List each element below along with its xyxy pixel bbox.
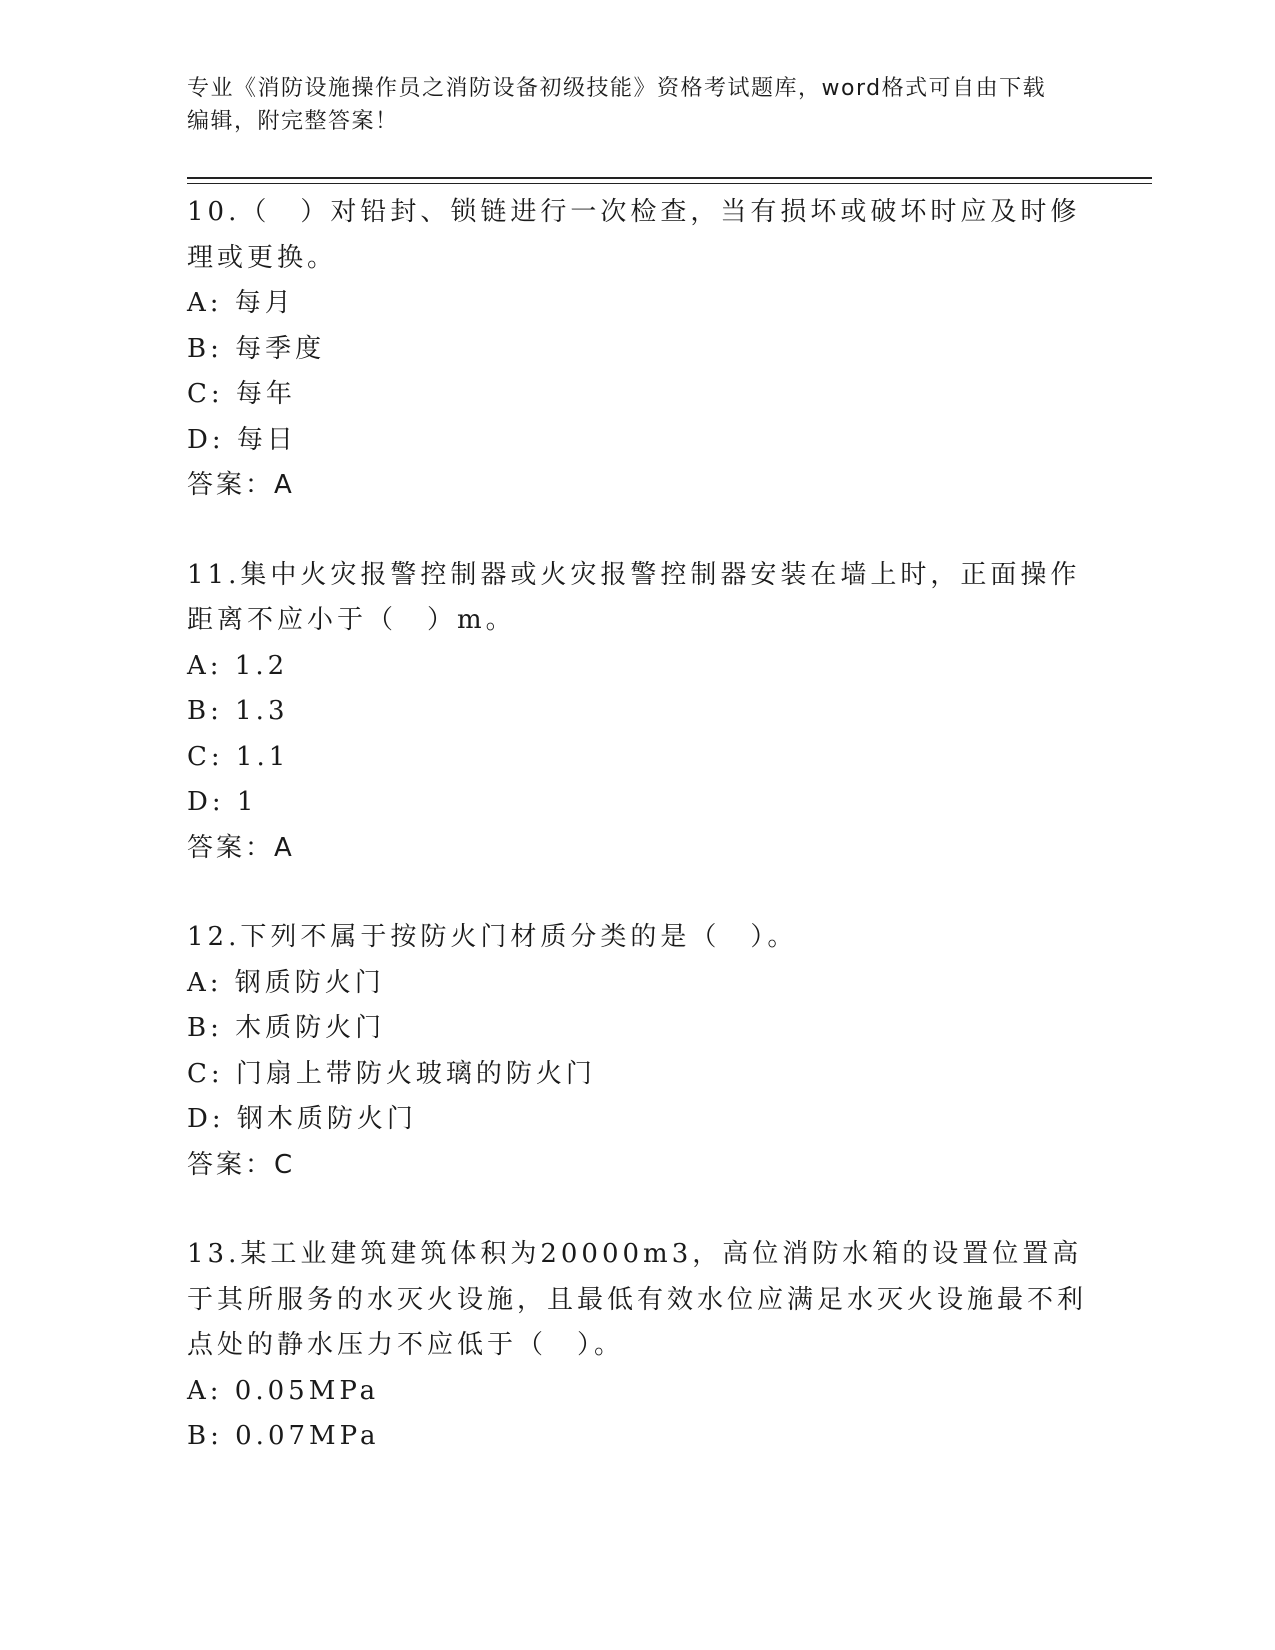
- option-b: B: 0.07MPa: [187, 1421, 380, 1451]
- option-b: B: 1.3: [187, 696, 289, 726]
- question-stem: 13.某工业建筑建筑体积为20000m3，高位消防水箱的设置位置高于其所服务的水灭火设施，且最低有效水位应满足水灭火设施最不利点处的静水压力不应低于（ ）。: [187, 1239, 1088, 1360]
- answer-line: 答案：A: [187, 470, 295, 500]
- option-b: B: 每季度: [187, 333, 326, 364]
- question-stem: 10.（ ）对铅封、锁链进行一次检查，当有损坏或破坏时应及时修理或更换。: [187, 197, 1081, 273]
- option-c: C: 门扇上带防火玻璃的防火门: [187, 1058, 596, 1089]
- question-stem: 12.下列不属于按防火门材质分类的是（ ）。: [187, 922, 798, 952]
- question-10: [187, 190, 1087, 509]
- option-d: D: 钢木质防火门: [187, 1104, 417, 1134]
- question-12: [187, 915, 1087, 1188]
- question-list: [187, 190, 1087, 1504]
- answer-line: 答案：A: [187, 832, 295, 863]
- option-a: A: 钢质防火门: [187, 967, 385, 998]
- question-13: [187, 1232, 1087, 1460]
- document-header: 专业《消防设施操作员之消防设备初级技能》资格考试题库，word格式可自由下载编辑，附完整答案！: [187, 76, 1047, 134]
- option-a: A: 0.05MPa: [187, 1375, 380, 1406]
- option-d: D: 每日: [187, 424, 297, 455]
- header-divider-thick: [187, 177, 1152, 179]
- option-b: B: 木质防火门: [187, 1013, 386, 1043]
- option-c: C: 1.1: [187, 741, 290, 772]
- option-a: A: 每月: [187, 288, 295, 318]
- header-divider-thin: [187, 183, 1152, 184]
- question-stem: 11.集中火灾报警控制器或火灾报警控制器安装在墙上时，正面操作距离不应小于（ ）m。: [187, 559, 1081, 635]
- question-11: [187, 553, 1087, 872]
- option-c: C: 每年: [187, 379, 296, 409]
- answer-line: 答案：C: [187, 1149, 296, 1180]
- option-d: D: 1: [187, 787, 258, 817]
- option-a: A: 1.2: [187, 650, 289, 681]
